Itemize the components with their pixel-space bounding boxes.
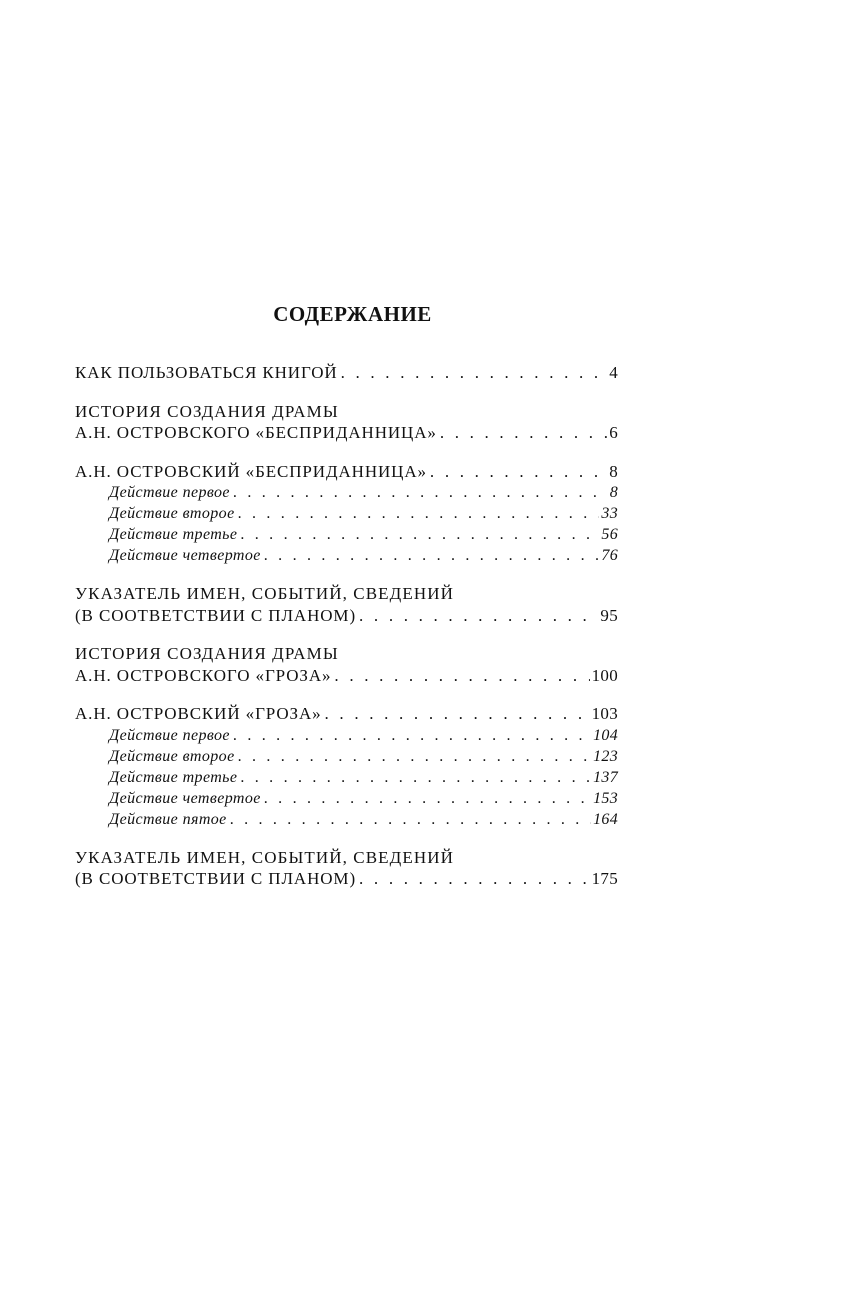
dot-leader <box>230 809 591 830</box>
toc-subentry[interactable] <box>75 788 618 809</box>
toc-entry-label: Действие четвертое <box>109 789 261 807</box>
toc-section-heading: ИСТОРИЯ СОЗДАНИЯ ДРАМЫ <box>75 401 339 421</box>
table-of-contents <box>75 362 618 907</box>
toc-entry-label: Действие второе <box>109 747 235 765</box>
dot-leader <box>238 746 592 767</box>
toc-subentry[interactable] <box>75 746 618 767</box>
dot-leader <box>238 503 600 524</box>
toc-section <box>75 643 618 686</box>
toc-page-number: 100 <box>591 665 618 685</box>
toc-section <box>75 362 618 384</box>
toc-subentry[interactable] <box>75 545 618 566</box>
toc-section-heading: УКАЗАТЕЛЬ ИМЕН, СОБЫТИЙ, СВЕДЕНИЙ <box>75 847 454 867</box>
toc-entry-label: Действие второе <box>109 505 235 522</box>
toc-entry-label: Действие первое <box>109 726 230 744</box>
toc-subentry[interactable] <box>75 482 618 503</box>
toc-page-number: 56 <box>601 526 618 543</box>
toc-page-number: 123 <box>593 747 618 765</box>
toc-entry[interactable] <box>75 422 618 444</box>
toc-entry-label: Действие четвертое <box>109 547 261 564</box>
toc-entry-label: Действие пятое <box>109 810 227 828</box>
toc-page-number: 137 <box>593 768 618 786</box>
dot-leader <box>264 545 600 566</box>
toc-entry-label: Действие третье <box>109 526 238 543</box>
toc-section <box>75 583 618 626</box>
toc-subentry[interactable] <box>75 725 618 746</box>
toc-entry-label: КАК ПОЛЬЗОВАТЬСЯ КНИГОЙ <box>75 363 338 382</box>
toc-page-number: 164 <box>593 810 618 828</box>
toc-entry-label: Действие первое <box>109 484 230 501</box>
dot-leader <box>430 461 607 483</box>
toc-section-heading: УКАЗАТЕЛЬ ИМЕН, СОБЫТИЙ, СВЕДЕНИЙ <box>75 584 454 603</box>
dot-leader <box>233 482 608 503</box>
dot-leader <box>240 524 599 545</box>
toc-entry[interactable] <box>75 362 618 384</box>
toc-entry-label: А.Н. ОСТРОВСКОГО «БЕСПРИДАННИЦА» <box>75 423 437 442</box>
toc-entry-label: А.Н. ОСТРОВСКОГО «ГРОЗА» <box>75 665 332 685</box>
toc-page-number: 153 <box>593 789 618 807</box>
toc-entry[interactable] <box>75 461 618 483</box>
dot-leader <box>240 767 591 788</box>
toc-entry[interactable] <box>75 703 618 725</box>
toc-subentry[interactable] <box>75 524 618 545</box>
toc-page-number: 76 <box>601 547 618 564</box>
toc-page-number: 95 <box>600 605 618 625</box>
dot-leader <box>325 703 590 725</box>
toc-page-number: 4 <box>609 363 618 382</box>
dot-leader <box>334 665 589 687</box>
dot-leader <box>341 362 608 384</box>
toc-entry-label: Действие третье <box>109 768 238 786</box>
toc-page-number: 175 <box>591 869 618 888</box>
toc-entry-label: (В СООТВЕТСТВИИ С ПЛАНОМ) <box>75 869 357 888</box>
toc-page-number: 6 <box>609 423 618 442</box>
toc-page-number: 104 <box>593 726 618 744</box>
toc-section <box>75 703 618 830</box>
toc-section-heading: ИСТОРИЯ СОЗДАНИЯ ДРАМЫ <box>75 644 339 663</box>
toc-page-number: 33 <box>601 505 618 522</box>
dot-leader <box>440 422 607 444</box>
dot-leader <box>233 725 591 746</box>
toc-entry[interactable] <box>75 868 618 890</box>
toc-subentry[interactable] <box>75 809 618 830</box>
toc-page-number: 103 <box>591 704 618 723</box>
toc-section <box>75 461 618 567</box>
toc-entry[interactable] <box>75 665 618 687</box>
dot-leader <box>359 868 590 890</box>
toc-entry[interactable] <box>75 605 618 627</box>
toc-page-number: 8 <box>609 461 618 481</box>
page-title: СОДЕРЖАНИЕ <box>273 302 432 326</box>
toc-section <box>75 847 618 890</box>
toc-entry-label: А.Н. ОСТРОВСКИЙ «БЕСПРИДАННИЦА» <box>75 461 427 481</box>
toc-page-number: 8 <box>609 484 618 501</box>
toc-entry-label: А.Н. ОСТРОВСКИЙ «ГРОЗА» <box>75 704 322 723</box>
toc-entry-label: (В СООТВЕТСТВИИ С ПЛАНОМ) <box>75 605 357 625</box>
toc-subentry[interactable] <box>75 767 618 788</box>
toc-section <box>75 401 618 444</box>
dot-leader <box>359 605 598 627</box>
toc-subentry[interactable] <box>75 503 618 524</box>
dot-leader <box>264 788 591 809</box>
